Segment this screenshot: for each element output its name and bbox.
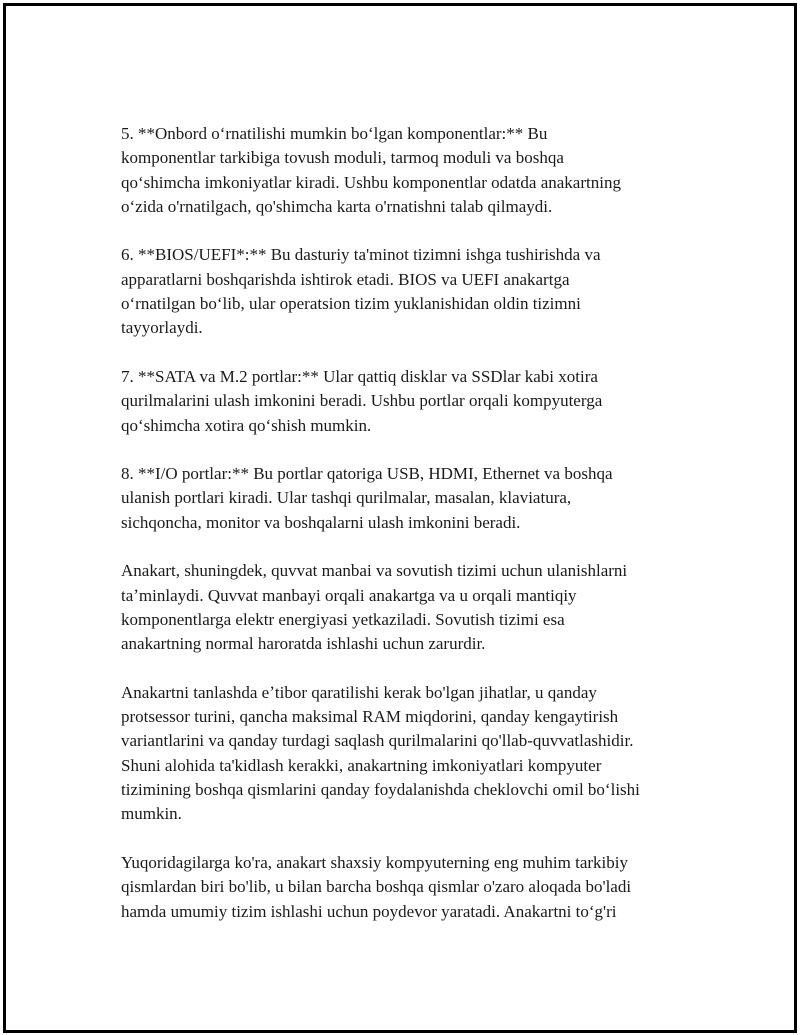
text-line: taʼminlaydi. Quvvat manbayi orqali anakartga va u orqali mantiqiy (121, 585, 577, 605)
text-line: qurilmalarini ulash imkonini beradi. Ushbu portlar orqali kompyuterga (121, 391, 603, 411)
text-line: apparatlarni boshqarishda ishtirok etadi. BIOS va UEFI anakartga (121, 269, 570, 289)
text-line: variantlarini va qanday turdagi saqlash qurilmalarini qo'llab-quvvatlashidir. (121, 731, 634, 751)
text-line: anakartning normal haroratda ishlashi uchun zarurdir. (121, 634, 486, 654)
text-line: Anakart, shuningdek, quvvat manbai va sovutish tizimi uchun ulanishlarni (121, 561, 628, 581)
text-line: komponentlarga elektr energiyasi yetkaziladi. Sovutish tizimi esa (121, 609, 565, 629)
text-line: qismlardan biri bo'lib, u bilan barcha boshqa qismlar o'zaro aloqada bo'ladi (121, 877, 632, 897)
text-line: Yuqoridagilarga ko'ra, anakart shaxsiy kompyuterning eng muhim tarkibiy (121, 852, 628, 872)
text-line: ulanish portlari kiradi. Ular tashqi qurilmalar, masalan, klaviatura, (121, 488, 572, 508)
document-body (121, 122, 701, 948)
text-line: Anakartni tanlashda eʼtibor qaratilishi kerak bo'lgan jihatlar, u qanday (121, 682, 597, 702)
text-line: qoʻshimcha imkoniyatlar kiradi. Ushbu komponentlar odatda anakartning (121, 172, 621, 192)
paragraph (121, 559, 701, 656)
text-line: 7. **SATA va M.2 portlar:** Ular qattiq disklar va SSDlar kabi xotira (121, 366, 598, 386)
text-line: Shuni alohida ta'kidlash kerakki, anakartning imkoniyatlari kompyuter (121, 755, 602, 775)
text-line: sichqoncha, monitor va boshqalarni ulash imkonini beradi. (121, 512, 521, 532)
text-line: 8. **I/O portlar:** Bu portlar qatoriga USB, HDMI, Ethernet va boshqa (121, 464, 613, 484)
text-line: komponentlar tarkibiga tovush moduli, tarmoq moduli va boshqa (121, 148, 564, 168)
paragraph (121, 851, 701, 924)
paragraph (121, 365, 701, 438)
text-line: mumkin. (121, 804, 182, 824)
text-line: hamda umumiy tizim ishlashi uchun poydevor yaratadi. Anakartni toʻg'ri (121, 901, 617, 921)
paragraph (121, 681, 701, 827)
text-line: qoʻshimcha xotira qoʻshish mumkin. (121, 415, 372, 435)
text-line: tayyorlaydi. (121, 318, 203, 338)
page-frame (3, 3, 797, 1033)
paragraph (121, 462, 701, 535)
text-line: protsessor turini, qancha maksimal RAM miqdorini, qanday kengaytirish (121, 707, 619, 727)
text-line: oʻzida o'rnatilgach, qo'shimcha karta o'rnatishni talab qilmaydi. (121, 196, 553, 216)
text-line: tizimining boshqa qismlarini qanday foydalanishda cheklovchi omil boʻlishi (121, 780, 640, 800)
text-line: 5. **Onbord oʻrnatilishi mumkin boʻlgan komponentlar:** Bu (121, 124, 548, 143)
paragraph (121, 243, 701, 340)
text-line: 6. **BIOS/UEFI*:** Bu dasturiy ta'minot tizimni ishga tushirishda va (121, 245, 601, 265)
text-line: oʻrnatilgan boʻlib, ular operatsion tizim yuklanishidan oldin tizimni (121, 294, 581, 314)
paragraph (121, 122, 701, 219)
